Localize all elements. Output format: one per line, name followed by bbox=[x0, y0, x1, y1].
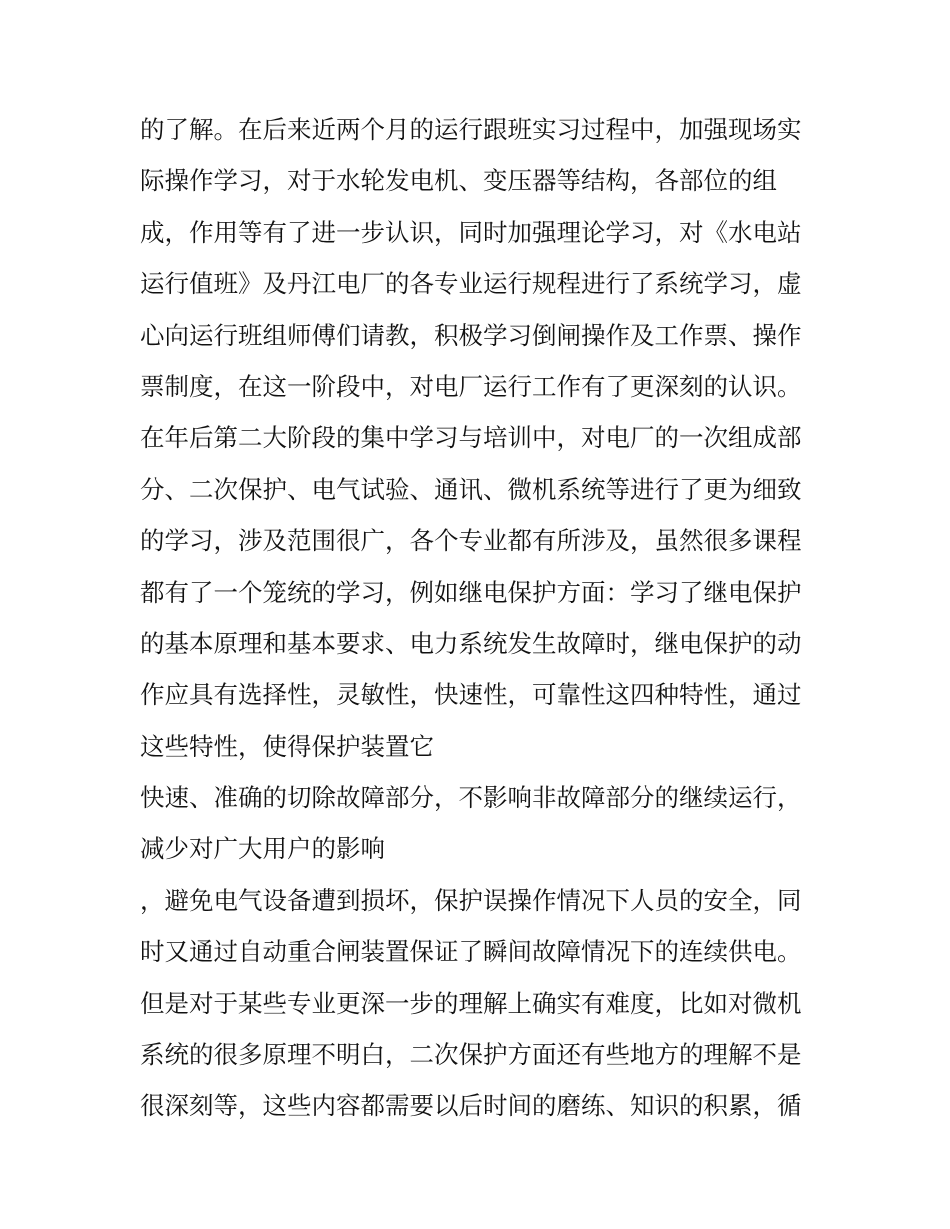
text-line: 的学习，涉及范围很广，各个专业都有所涉及，虽然很多课程 bbox=[140, 526, 802, 556]
text-line: 快速、准确的切除故障部分，不影响非故障部分的继续运行， bbox=[140, 783, 802, 813]
text-line: 在年后第二大阶段的集中学习与培训中，对电厂的一次组成部 bbox=[140, 423, 802, 453]
text-line: 际操作学习，对于水轮发电机、变压器等结构，各部位的组 bbox=[140, 166, 777, 196]
body-text bbox=[140, 104, 830, 1132]
text-line: ，避免电气设备遭到损坏，保护误操作情况下人员的安全，同 bbox=[140, 885, 802, 915]
text-line: 系统的很多原理不明白，二次保护方面还有些地方的理解不是 bbox=[140, 1040, 802, 1070]
text-line: 的了解。在后来近两个月的运行跟班实习过程中，加强现场实 bbox=[140, 115, 802, 144]
text-line: 但是对于某些专业更深一步的理解上确实有难度，比如对微机 bbox=[140, 988, 802, 1018]
text-line: 很深刻等，这些内容都需要以后时间的磨练、知识的积累，循 bbox=[140, 1091, 802, 1121]
text-line: 的基本原理和基本要求、电力系统发生故障时，继电保护的动 bbox=[140, 628, 802, 658]
text-line: 作应具有选择性，灵敏性，快速性，可靠性这四种特性，通过 bbox=[140, 680, 802, 710]
text-line: 成，作用等有了进一步认识，同时加强理论学习，对《水电站 bbox=[140, 217, 802, 247]
text-line: 票制度，在这一阶段中，对电厂运行工作有了更深刻的认识。 bbox=[140, 371, 802, 401]
text-line: 心向运行班组师傅们请教，积极学习倒闸操作及工作票、操作 bbox=[140, 320, 802, 350]
text-line: 分、二次保护、电气试验、通讯、微机系统等进行了更为细致 bbox=[140, 474, 802, 504]
text-line: 时又通过自动重合闸装置保证了瞬间故障情况下的连续供电。 bbox=[140, 937, 802, 967]
text-line: 运行值班》及丹江电厂的各专业运行规程进行了系统学习，虚 bbox=[140, 269, 802, 299]
text-line: 都有了一个笼统的学习，例如继电保护方面：学习了继电保护 bbox=[140, 577, 802, 607]
text-line: 减少对广大用户的影响 bbox=[140, 834, 385, 864]
text-line: 这些特性，使得保护装置它 bbox=[140, 731, 434, 761]
